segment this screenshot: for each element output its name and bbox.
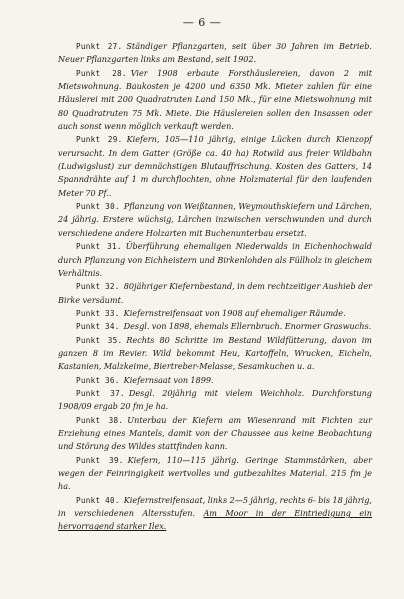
entry-heading: Punkt 36.: [76, 375, 120, 385]
entry-heading: Punkt 31.: [76, 242, 122, 252]
entry-text: Unterbau der Kiefern am Wiesenrand mit Fichten zur Erziehung eines Mantels, damit von der Chaussee aus keine Beobachtung und Störung des Wildes stattfinden kann.: [58, 414, 372, 452]
entry-heading: Punkt 34.: [76, 322, 120, 332]
entry-heading: Punkt 38.: [76, 415, 124, 425]
entry-heading: Punkt 39.: [76, 455, 124, 465]
entry-text: Kiefern, 105—110 jährig, einige Lücken durch Kienzopf verursacht. In dem Gatter (Größe ca. 40 ha) Rotwild aus freier Wildbahn (Ludwigslust) zur demnächstigen Blutauffrischung. Kosten des Gatters, 14 Spanndrähte auf 1 m durchflochten, ohne Holzmaterial für den laufenden Meter 70 Pf..: [58, 134, 372, 198]
entry-text: Überführung ehemaligen Niederwalds in Eichenhochwald durch Pflanzung von Eichheistern und Birkenlohden als Füllholz in gleichem Verhältnis.: [58, 241, 372, 278]
entry-text: Kiefernstreifensaat von 1908 auf ehemaliger Räumde.: [123, 307, 346, 318]
entry-heading: Punkt 40.: [76, 495, 120, 505]
entry-text: Desgl. 20jährig mit vielem Weichholz. Durchforstung 1908/09 ergab 20 fm je ha.: [58, 387, 372, 412]
entry-punkt-33: [58, 307, 372, 320]
entry-heading: Punkt 35.: [76, 335, 123, 345]
entry-text: Rechts 80 Schritte im Bestand Wildfütterung, davon im ganzen 8 im Revier. Wild bekommt Heu, Kartoffeln, Wrucken, Eicheln, Kastanien, Malzkeime, Biertreber-Melasse, Sesamkuchen u. a.: [58, 334, 372, 372]
page-body: [58, 40, 372, 534]
entry-punkt-31: [58, 240, 372, 280]
entry-heading: Punkt 33.: [76, 308, 120, 318]
entry-heading: Punkt 27.: [76, 42, 123, 51]
entry-heading: Punkt 28.: [76, 68, 127, 78]
underlined-text: Am Moor in der Eintriedigung ein hervorragend starker Ilex.: [58, 508, 372, 532]
entry-punkt-32: [58, 280, 372, 307]
entry-heading: Punkt 32.: [76, 282, 120, 292]
entry-punkt-36: [58, 374, 372, 387]
entry-punkt-28: [58, 67, 372, 134]
entry-punkt-40: [58, 494, 372, 534]
entry-punkt-34: [58, 320, 372, 333]
page-number: — 6 —: [182, 16, 222, 29]
entry-heading: Punkt 30.: [76, 202, 120, 212]
entry-text: Kiefern, 110—115 jährig. Geringe Stammstärken, aber wegen der Feinringigkeit wertvolles und gutbezahltes Material. 215 fm je ha.: [58, 454, 372, 492]
entry-text: Kiefernstreifensaat, links 2—5 jährig, rechts 6- bis 18 jährig, in verschiedenen Altersstufen.: [58, 494, 372, 519]
entry-text: Kiefernsaat von 1899.: [123, 374, 214, 385]
entry-text: Vier 1908 erbaute Forsthäuslereien, davon 2 mit Mietswohnung. Baukosten je 4200 und 6350 Mk. Mieter zahlen für eine Häuslerei mit 200 Quadratruten Land 150 Mk., für eine Mietswohnung mit 80 Quadratruten 75 Mk. Miete. Die Häuslereien sollen den Insassen oder auch sonst wenn möglich verkauft werden.: [58, 67, 372, 132]
entry-punkt-29: [58, 133, 372, 200]
entry-punkt-39: [58, 454, 372, 494]
entry-text: Desgl. von 1898, ehemals Ellernbruch. Enormer Graswuchs.: [123, 321, 372, 332]
entry-punkt-30: [58, 200, 372, 240]
entry-text: 80jähriger Kiefernbestand, in dem rechtzeitiger Aushieb der Birke versäumt.: [58, 281, 372, 305]
entry-punkt-27: [58, 40, 372, 67]
entry-text: Ständiger Pflanzgarten, seit über 30 Jahren im Betrieb. Neuer Pflanzgarten links am Bestand, seit 1902.: [58, 41, 372, 65]
entry-punkt-38: [58, 414, 372, 454]
entry-text: Pflanzung von Weißtannen, Weymouthskiefern und Lärchen, 24 jährig. Erstere wüchsig, Lärchen inzwischen verschwunden und durch verschiedene andere Holzarten mit Buchenunterbau ersetzt.: [58, 201, 372, 238]
entry-punkt-37: [58, 387, 372, 414]
entry-heading: Punkt 29.: [76, 135, 123, 145]
entry-heading: Punkt 37.: [76, 388, 125, 398]
entry-punkt-35: [58, 334, 372, 374]
